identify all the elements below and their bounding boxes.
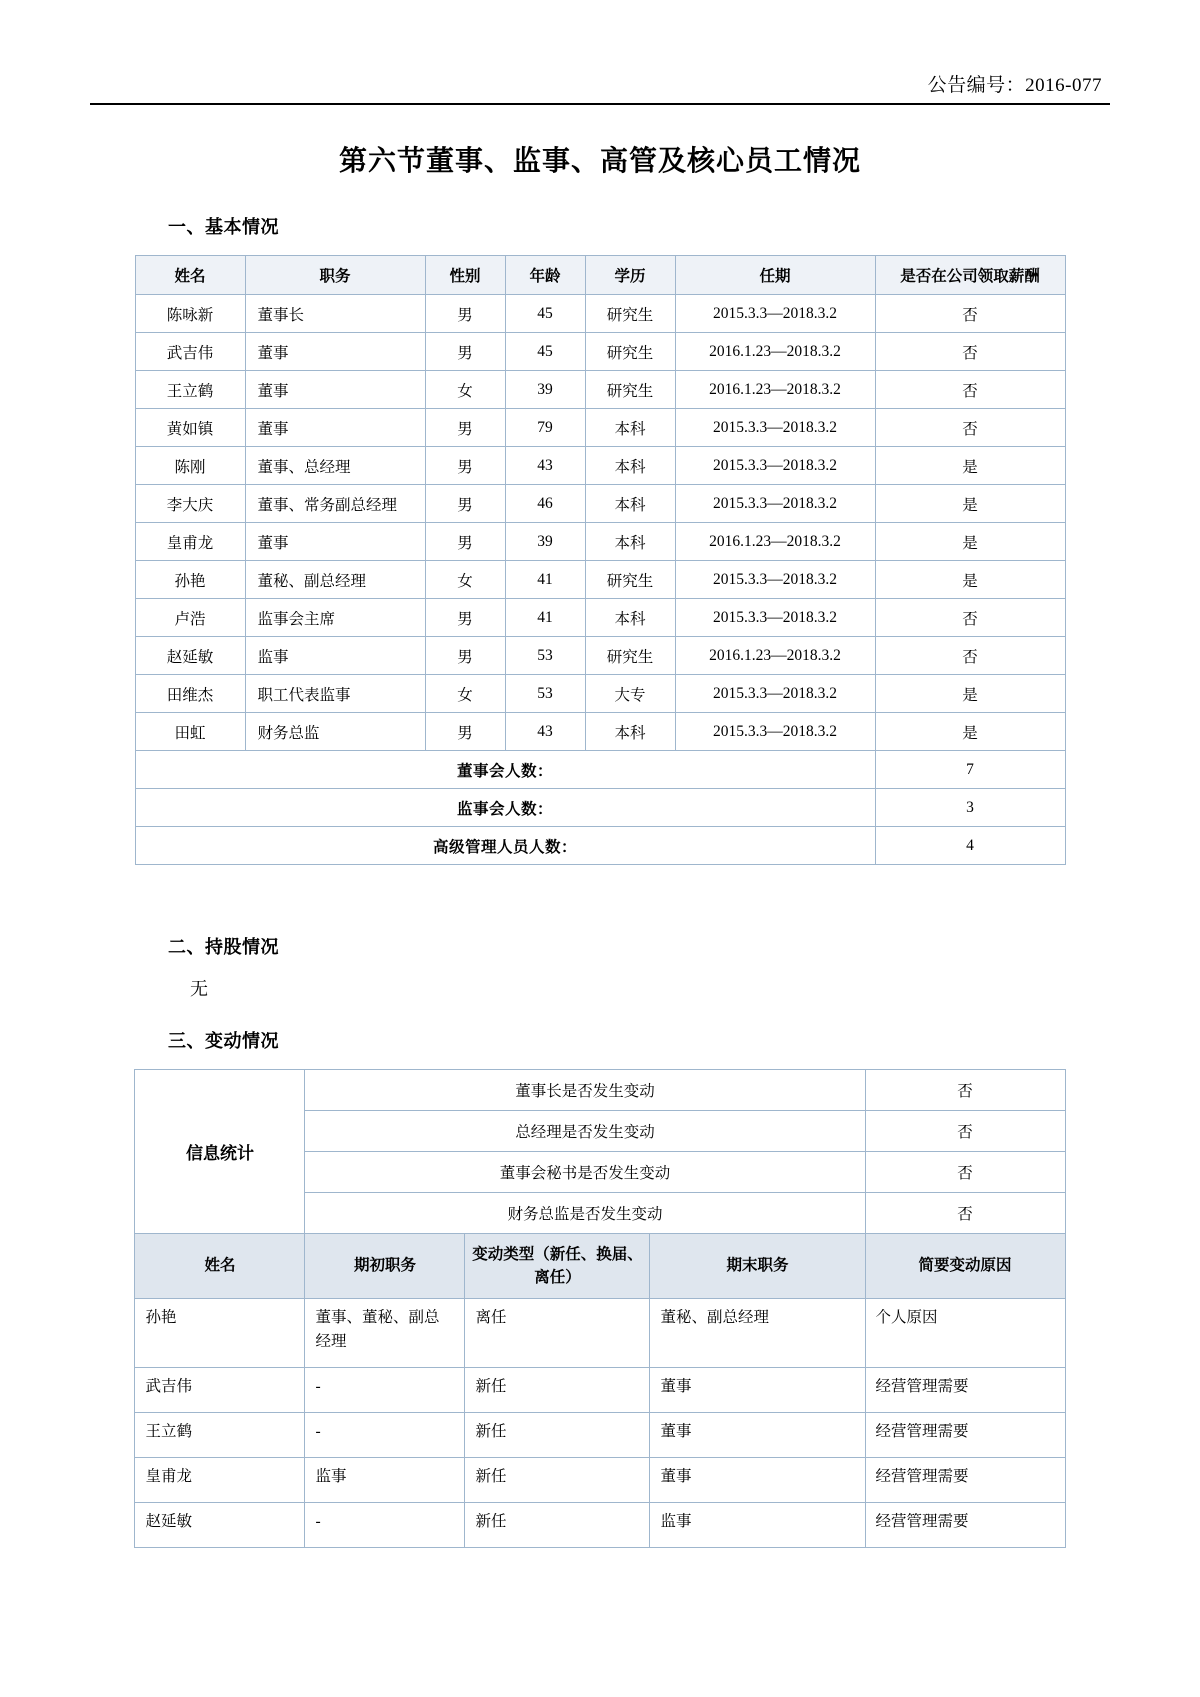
cell-name: 皇甫龙 — [135, 523, 245, 561]
stat-answer: 否 — [865, 1193, 1065, 1234]
cell-paid: 否 — [875, 637, 1065, 675]
cell-name: 田虹 — [135, 713, 245, 751]
cell-paid: 是 — [875, 447, 1065, 485]
stat-answer: 否 — [865, 1152, 1065, 1193]
stat-question: 董事会秘书是否发生变动 — [305, 1152, 865, 1193]
table-header-row — [135, 256, 1065, 295]
stat-question: 总经理是否发生变动 — [305, 1111, 865, 1152]
cell-name: 陈咏新 — [135, 295, 245, 333]
page-title: 第六节董事、监事、高管及核心员工情况 — [338, 146, 861, 177]
holding-content: 无 — [190, 979, 208, 999]
table-row — [135, 371, 1065, 409]
summary-row — [135, 827, 1065, 865]
change-info-table — [134, 1069, 1065, 1548]
cell-paid: 是 — [875, 675, 1065, 713]
cell-position: 董事长 — [245, 295, 425, 333]
cell-paid: 否 — [875, 599, 1065, 637]
cell-age: 43 — [505, 447, 585, 485]
column-header-gender: 性别 — [425, 256, 505, 295]
cell-name: 武吉伟 — [135, 333, 245, 371]
summary-value-board: 7 — [875, 751, 1065, 789]
cell-term: 2015.3.3—2018.3.2 — [675, 485, 875, 523]
table-row — [135, 1458, 1065, 1503]
cell-name: 皇甫龙 — [135, 1458, 305, 1503]
cell-gender: 男 — [425, 447, 505, 485]
cell-paid: 否 — [875, 295, 1065, 333]
summary-label-board: 董事会人数： — [135, 751, 875, 789]
cell-gender: 男 — [425, 713, 505, 751]
cell-gender: 男 — [425, 409, 505, 447]
cell-position: 董事 — [245, 523, 425, 561]
cell-term: 2016.1.23—2018.3.2 — [675, 637, 875, 675]
cell-term: 2015.3.3—2018.3.2 — [675, 409, 875, 447]
column-header-education: 学历 — [585, 256, 675, 295]
cell-position: 董事 — [245, 409, 425, 447]
column-header-name: 姓名 — [135, 1234, 305, 1299]
cell-position: 董事 — [245, 371, 425, 409]
table-row — [135, 295, 1065, 333]
cell-term: 2015.3.3—2018.3.2 — [675, 447, 875, 485]
cell-gender: 男 — [425, 637, 505, 675]
cell-position: 财务总监 — [245, 713, 425, 751]
column-header-age: 年龄 — [505, 256, 585, 295]
cell-term: 2016.1.23—2018.3.2 — [675, 371, 875, 409]
cell-reason: 经营管理需要 — [865, 1503, 1065, 1548]
cell-name: 陈刚 — [135, 447, 245, 485]
spacer — [90, 875, 1110, 933]
table-row — [135, 1413, 1065, 1458]
cell-paid: 是 — [875, 485, 1065, 523]
column-header-reason: 简要变动原因 — [865, 1234, 1065, 1299]
table-row — [135, 1368, 1065, 1413]
cell-after: 董事 — [650, 1368, 865, 1413]
cell-term: 2016.1.23—2018.3.2 — [675, 333, 875, 371]
cell-age: 41 — [505, 599, 585, 637]
table-row — [135, 675, 1065, 713]
table-row — [135, 333, 1065, 371]
stat-answer: 否 — [865, 1111, 1065, 1152]
cell-age: 53 — [505, 637, 585, 675]
cell-gender: 男 — [425, 295, 505, 333]
cell-name: 田维杰 — [135, 675, 245, 713]
table-row — [135, 1503, 1065, 1548]
table-row — [135, 561, 1065, 599]
cell-before: - — [305, 1503, 465, 1548]
table-row — [135, 409, 1065, 447]
cell-gender: 女 — [425, 675, 505, 713]
cell-term: 2015.3.3—2018.3.2 — [675, 713, 875, 751]
stat-label: 信息统计 — [135, 1070, 305, 1234]
cell-paid: 否 — [875, 371, 1065, 409]
column-header-before: 期初职务 — [305, 1234, 465, 1299]
cell-name: 王立鹤 — [135, 1413, 305, 1458]
cell-paid: 是 — [875, 713, 1065, 751]
table-row — [135, 523, 1065, 561]
cell-name: 孙艳 — [135, 1299, 305, 1368]
cell-education: 本科 — [585, 409, 675, 447]
section-heading-basic: 一、基本情况 — [168, 217, 279, 237]
summary-value-supervisors: 3 — [875, 789, 1065, 827]
cell-paid: 否 — [875, 333, 1065, 371]
section-heading-holding: 二、持股情况 — [168, 937, 279, 957]
cell-before: - — [305, 1368, 465, 1413]
cell-term: 2015.3.3—2018.3.2 — [675, 295, 875, 333]
section-heading-change: 三、变动情况 — [168, 1031, 279, 1051]
column-header-after: 期末职务 — [650, 1234, 865, 1299]
cell-age: 43 — [505, 713, 585, 751]
cell-after: 监事 — [650, 1503, 865, 1548]
header-divider — [90, 103, 1110, 105]
cell-position: 董事、常务副总经理 — [245, 485, 425, 523]
stat-question: 董事长是否发生变动 — [305, 1070, 865, 1111]
cell-name: 赵延敏 — [135, 637, 245, 675]
cell-education: 研究生 — [585, 333, 675, 371]
basic-info-table — [135, 255, 1066, 865]
cell-after: 董事 — [650, 1458, 865, 1503]
cell-name: 王立鹤 — [135, 371, 245, 409]
cell-paid: 是 — [875, 561, 1065, 599]
cell-education: 本科 — [585, 523, 675, 561]
cell-gender: 女 — [425, 371, 505, 409]
cell-gender: 女 — [425, 561, 505, 599]
cell-position: 监事会主席 — [245, 599, 425, 637]
cell-age: 79 — [505, 409, 585, 447]
cell-change-type: 新任 — [465, 1458, 650, 1503]
cell-education: 本科 — [585, 485, 675, 523]
summary-value-executives: 4 — [875, 827, 1065, 865]
cell-after: 董秘、副总经理 — [650, 1299, 865, 1368]
cell-education: 研究生 — [585, 371, 675, 409]
cell-reason: 经营管理需要 — [865, 1413, 1065, 1458]
column-header-change-type: 变动类型（新任、换届、离任） — [465, 1234, 650, 1299]
cell-age: 45 — [505, 295, 585, 333]
cell-after: 董事 — [650, 1413, 865, 1458]
cell-term: 2015.3.3—2018.3.2 — [675, 599, 875, 637]
cell-position: 董秘、副总经理 — [245, 561, 425, 599]
cell-gender: 男 — [425, 523, 505, 561]
table-row — [135, 599, 1065, 637]
cell-before: 董事、董秘、副总经理 — [305, 1299, 465, 1368]
cell-term: 2016.1.23—2018.3.2 — [675, 523, 875, 561]
column-header-term: 任期 — [675, 256, 875, 295]
cell-age: 39 — [505, 371, 585, 409]
cell-education: 大专 — [585, 675, 675, 713]
stat-answer: 否 — [865, 1070, 1065, 1111]
column-header-paid: 是否在公司领取薪酬 — [875, 256, 1065, 295]
cell-age: 46 — [505, 485, 585, 523]
table-row — [135, 485, 1065, 523]
cell-gender: 男 — [425, 333, 505, 371]
cell-change-type: 新任 — [465, 1413, 650, 1458]
cell-age: 53 — [505, 675, 585, 713]
table-row — [135, 447, 1065, 485]
cell-change-type: 离任 — [465, 1299, 650, 1368]
cell-term: 2015.3.3—2018.3.2 — [675, 561, 875, 599]
cell-reason: 个人原因 — [865, 1299, 1065, 1368]
cell-name: 黄如镇 — [135, 409, 245, 447]
table-header-row — [135, 1234, 1065, 1299]
cell-education: 研究生 — [585, 637, 675, 675]
cell-change-type: 新任 — [465, 1503, 650, 1548]
cell-education: 研究生 — [585, 561, 675, 599]
stat-row — [135, 1070, 1065, 1111]
cell-paid: 是 — [875, 523, 1065, 561]
announcement-number: 公告编号：2016-077 — [927, 75, 1102, 96]
cell-name: 赵延敏 — [135, 1503, 305, 1548]
cell-reason: 经营管理需要 — [865, 1368, 1065, 1413]
cell-name: 孙艳 — [135, 561, 245, 599]
table-row — [135, 637, 1065, 675]
stat-question: 财务总监是否发生变动 — [305, 1193, 865, 1234]
summary-label-supervisors: 监事会人数： — [135, 789, 875, 827]
cell-gender: 男 — [425, 599, 505, 637]
cell-reason: 经营管理需要 — [865, 1458, 1065, 1503]
table-row — [135, 1299, 1065, 1368]
cell-name: 李大庆 — [135, 485, 245, 523]
cell-position: 董事 — [245, 333, 425, 371]
cell-before: - — [305, 1413, 465, 1458]
cell-name: 武吉伟 — [135, 1368, 305, 1413]
cell-change-type: 新任 — [465, 1368, 650, 1413]
column-header-name: 姓名 — [135, 256, 245, 295]
cell-education: 研究生 — [585, 295, 675, 333]
cell-name: 卢浩 — [135, 599, 245, 637]
cell-age: 41 — [505, 561, 585, 599]
cell-education: 本科 — [585, 713, 675, 751]
cell-education: 本科 — [585, 599, 675, 637]
summary-row — [135, 789, 1065, 827]
cell-before: 监事 — [305, 1458, 465, 1503]
cell-gender: 男 — [425, 485, 505, 523]
cell-education: 本科 — [585, 447, 675, 485]
summary-row — [135, 751, 1065, 789]
cell-position: 职工代表监事 — [245, 675, 425, 713]
table-row — [135, 713, 1065, 751]
cell-paid: 否 — [875, 409, 1065, 447]
cell-term: 2015.3.3—2018.3.2 — [675, 675, 875, 713]
cell-age: 39 — [505, 523, 585, 561]
cell-position: 董事、总经理 — [245, 447, 425, 485]
cell-position: 监事 — [245, 637, 425, 675]
summary-label-executives: 高级管理人员人数： — [135, 827, 875, 865]
cell-age: 45 — [505, 333, 585, 371]
column-header-position: 职务 — [245, 256, 425, 295]
